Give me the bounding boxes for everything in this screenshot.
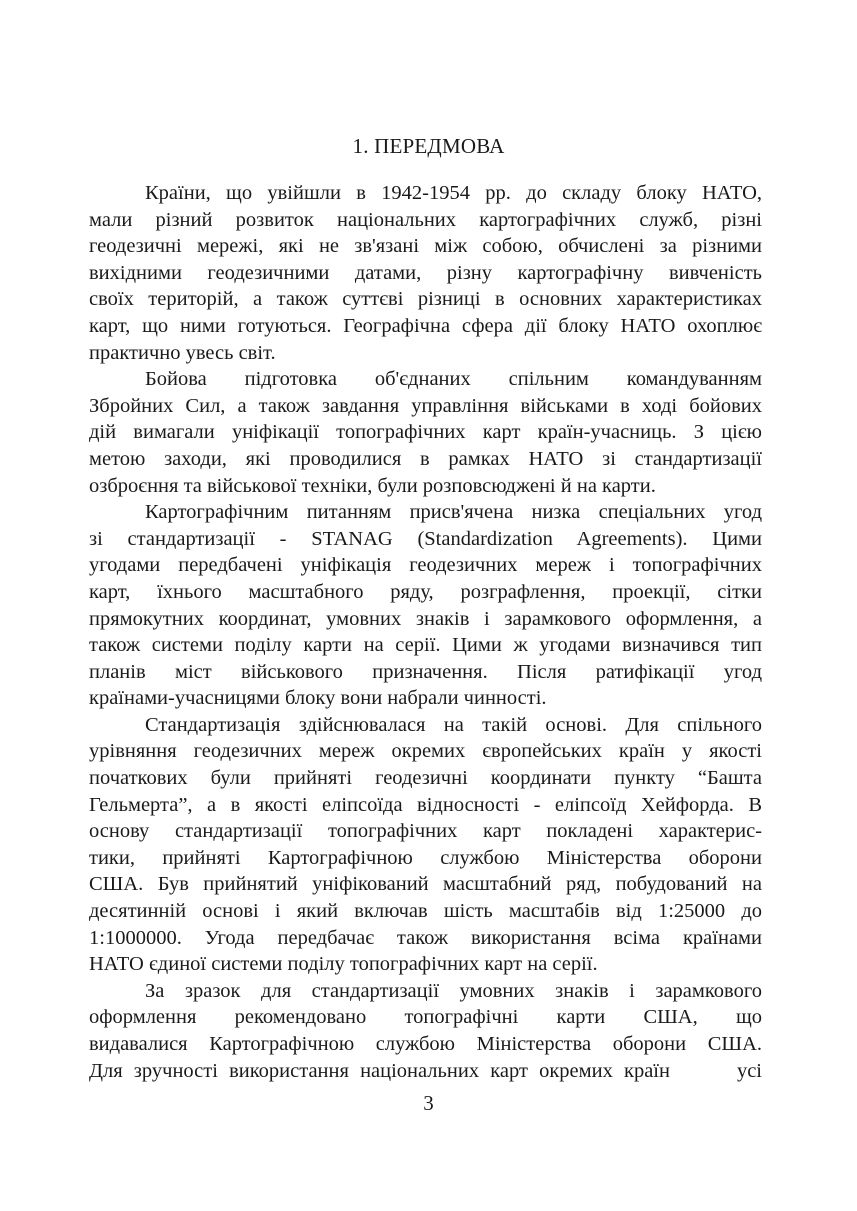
text-line: метою заходи, які проводилися в рамках НАТО зі стандартизації <box>89 447 762 470</box>
text-line: урівняння геодезичних мереж окремих європейських країн у якості <box>89 740 762 763</box>
text-line: також системи поділу карти на серії. Цими ж угодами визначився тип <box>89 634 762 657</box>
text-line: Для зручності використання національних карт окремих країн усі <box>89 1059 762 1082</box>
text-line: планів міст військового призначення. Після ратифікації угод <box>89 660 762 683</box>
text-line: карт, їхнього масштабного ряду, розграфлення, проекції, сітки <box>89 580 762 603</box>
text-line: практично увесь світ. <box>89 341 276 364</box>
text-line: Бойова підготовка об'єднаних спільним командуванням <box>145 368 762 391</box>
text-line: За зразок для стандартизації умовних знаків і зарамкового <box>145 979 762 1002</box>
text-line: дій вимагали уніфікації топографічних карт країн-учасниць. З цією <box>89 421 762 444</box>
page-number: 3 <box>423 1091 434 1115</box>
text-line: вихідними геодезичними датами, різну картографічну вивченість <box>89 261 762 284</box>
text-line: основу стандартизації топографічних карт покладені характерис- <box>89 820 762 843</box>
paragraph <box>89 712 762 978</box>
text-line: видавалися Картографічною службою Міністерства оборони США. <box>89 1033 762 1055</box>
text-line: початкових були прийняті геодезичні координати пункту “Башта <box>89 767 762 790</box>
text-line: карт, що ними готуються. Географічна сфера дії блоку НАТО охоплює <box>89 314 762 337</box>
text-line: десятинній основі і який включав шість масштабів від 1:25000 до <box>89 900 762 923</box>
body-text <box>89 180 762 1084</box>
text-line: Гельмерта”, а в якості еліпсоїда відносності - еліпсоїд Хейфорда. В <box>89 793 762 816</box>
paragraph <box>89 366 762 499</box>
text-line: мали різний розвиток національних картографічних служб, різні <box>89 208 762 231</box>
text-line: геодезичні мережі, які не зв'язані між собою, обчислені за різними <box>89 235 762 258</box>
text-line: Стандартизація здійснювалася на такій основі. Для спільного <box>145 713 762 736</box>
text-line: Збройних Сил, а також завдання управління військами в ході бойових <box>89 394 762 417</box>
text-line: країнами-учасницями блоку вони набрали чинності. <box>89 687 547 710</box>
text-line: тики, прийняті Картографічною службою Міністерства оборони <box>89 846 762 869</box>
text-line: Країни, що увійшли в 1942-1954 рр. до складу блоку НАТО, <box>145 182 762 204</box>
paragraph <box>89 180 762 366</box>
paragraph <box>89 499 762 712</box>
text-line: оформлення рекомендовано топографічні карти США, що <box>89 1006 762 1029</box>
section-heading: 1. ПЕРЕДМОВА <box>352 134 505 158</box>
paragraph <box>89 978 762 1084</box>
text-line: озброєння та військової техніки, були розповсюджені й на карти. <box>89 474 656 497</box>
text-line: США. Був прийнятий уніфікований масштабний ряд, побудований на <box>89 873 762 896</box>
text-line: зі стандартизації - STANAG (Standardization Agreements). Цими <box>89 527 762 550</box>
text-line: 1:1000000. Угода передбачає також використання всіма країнами <box>89 926 762 949</box>
text-line: НАТО єдиної системи поділу топографічних карт на серії. <box>89 953 598 976</box>
text-line: Картографічним питанням присв'ячена низка спеціальних угод <box>145 501 762 524</box>
text-line: прямокутних координат, умовних знаків і зарамкового оформлення, а <box>89 607 762 630</box>
text-line: угодами передбачені уніфікація геодезичних мереж і топографічних <box>89 554 762 577</box>
text-line: своїх територій, а також суттєві різниці в основних характеристиках <box>89 288 762 311</box>
